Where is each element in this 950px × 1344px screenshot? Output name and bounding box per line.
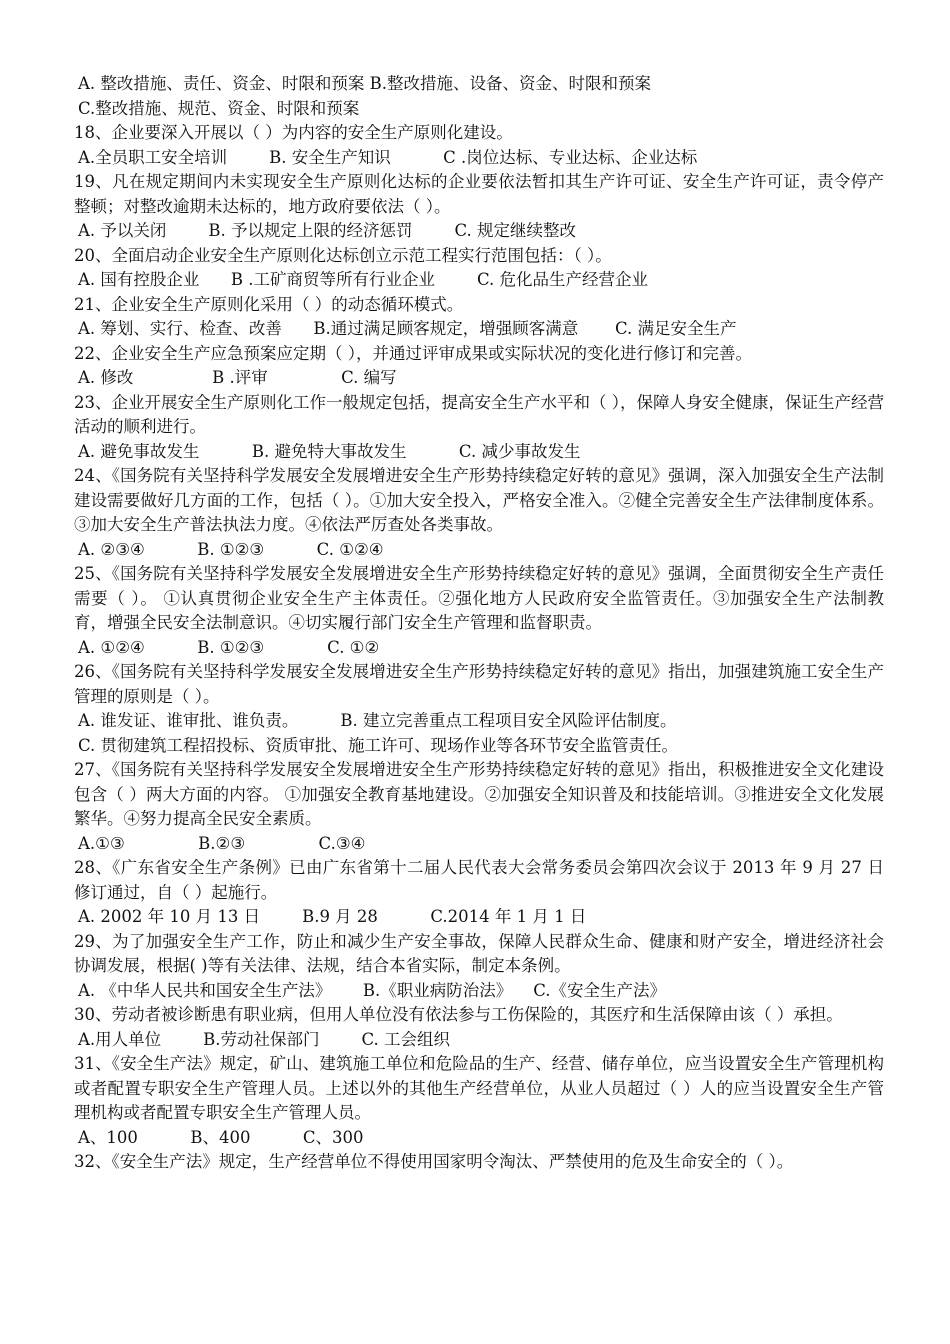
question-options: C. 贯彻建筑工程招投标、资质审批、施工许可、现场作业等各环节安全监管责任。 [78,735,679,755]
question-stem: 28、《广东省安全生产条例》已由广东省第十二届人民代表大会常务委员会第四次会议于 2013 年 9 月 27 日修订通过，自（ ）起施行。 [74,858,884,902]
question-stem: 32、《安全生产法》规定，生产经营单位不得使用国家明令淘汰、严禁使用的危及生命安全的（ ）。 [74,1152,794,1171]
question-24 [74,464,884,562]
question-25 [74,562,884,660]
question-stem: 23、企业开展安全生产原则化工作一般规定包括，提高安全生产水平和（ ），保障人身安全健康，保证生产经营活动的顺利进行。 [74,392,884,436]
question-options: A. 筹划、实行、检查、改善 B.通过满足顾客规定，增强顾客满意 C. 满足安全生产 [78,319,737,338]
question-stem: 18、企业要深入开展以（ ）为内容的安全生产原则化建设。 [74,123,513,142]
question-27 [74,758,884,856]
question-options: A. 2002 年 10 月 13 日 B.9 月 28 C.2014 年 1 月 1 日 [78,907,587,926]
question-options: A. ②③④ B. ①②③ C. ①②④ [78,539,384,559]
question-options: A. 《中华人民共和国安全生产法》 B.《职业病防治法》 C.《安全生产法》 [78,980,667,1000]
question-28 [74,856,884,930]
question-stem: 20、全面启动企业安全生产原则化达标创立示范工程实行范围包括：（ ）。 [74,245,612,265]
question-stem: 27、《国务院有关坚持科学发展安全发展增进安全生产形势持续稳定好转的意见》指出，积极推进安全文化建设包含（ ）两大方面的内容。 ①加强安全教育基地建设。②加强安全知识普及和技能培训。③推进安全文化发展繁华。④努力提高全民安全素质。 [74,760,884,828]
question-options: A、100 B、400 C、300 [78,1127,364,1147]
question-options: A.用人单位 B.劳动社保部门 C. 工会组织 [78,1029,450,1049]
question-stem: 26、《国务院有关坚持科学发展安全发展增进安全生产形势持续稳定好转的意见》指出，加强建筑施工安全生产管理的原则是（ ）。 [74,662,884,706]
question-stem: 24、《国务院有关坚持科学发展安全发展增进安全生产形势持续稳定好转的意见》强调，深入加强安全生产法制建设需要做好几方面的工作，包括（ ）。①加大安全投入，严格安全准入。②健全完善安全生产法律制度体系。③加大安全生产普法执法力度。④依法严厉查处各类事故。 [74,466,884,534]
question-options: A. 避免事故发生 B. 避免特大事故发生 C. 减少事故发生 [78,441,581,461]
question-26 [74,660,884,758]
question-options: A.全员职工安全培训 B. 安全生产知识 C .岗位达标、专业达标、企业达标 [78,147,698,167]
question-options: A. 国有控股企业 B .工矿商贸等所有行业企业 C. 危化品生产经营企业 [78,270,648,289]
question-23 [74,391,884,465]
lead-option-line: C.整改措施、规范、资金、时限和预案 [78,98,360,118]
lead-option-line: A. 整改措施、责任、资金、时限和预案 B.整改措施、设备、资金、时限和预案 [78,74,652,93]
question-20 [74,244,884,293]
question-18 [74,121,884,170]
question-19 [74,170,884,244]
question-32 [74,1150,884,1175]
question-stem: 31、《安全生产法》规定，矿山、建筑施工单位和危险品的生产、经营、储存单位，应当设置安全生产管理机构或者配置专职安全生产管理人员。上述以外的其他生产经营单位，从业人员超过（ ）人的应当设置安全生产管理机构或者配置专职安全生产管理人员。 [74,1054,884,1122]
question-options: A.①③ B.②③ C.③④ [78,833,366,853]
exam-document [74,72,884,1175]
question-22 [74,342,884,391]
question-stem: 22、企业安全生产应急预案应定期（ ），并通过评审成果或实际状况的变化进行修订和完善。 [74,343,752,363]
question-options: A. 修改 B .评审 C. 编写 [78,368,397,387]
question-options: A. 予以关闭 B. 予以规定上限的经济惩罚 C. 规定继续整改 [78,221,576,240]
question-21 [74,293,884,342]
question-30 [74,1003,884,1052]
question-stem: 21、企业安全生产原则化采用（ ）的动态循环模式。 [74,294,464,314]
question-stem: 25、《国务院有关坚持科学发展安全发展增进安全生产形势持续稳定好转的意见》强调，全面贯彻安全生产责任需要（ ）。 ①认真贯彻企业安全生产主体责任。②强化地方人民政府安全监管责任。③加强安全生产法制教育，增强全民安全法制意识。④切实履行部门安全生产管理和监督职责。 [74,564,884,632]
question-stem: 29、为了加强安全生产工作，防止和减少生产安全事故，保障人民群众生命、健康和财产安全，增进经济社会协调发展，根据( )等有关法律、法规，结合本省实际，制定本条例。 [74,931,884,975]
question-stem: 19、凡在规定期间内未实现安全生产原则化达标的企业要依法暂扣其生产许可证、安全生产许可证，责令停产整顿；对整改逾期未达标的，地方政府要依法（ ）。 [74,172,884,216]
question-options: A. ①②④ B. ①②③ C. ①② [78,637,380,657]
question-stem: 30、劳动者被诊断患有职业病，但用人单位没有依法参与工伤保险的，其医疗和生活保障由该（ ）承担。 [74,1005,843,1024]
question-31 [74,1052,884,1150]
question-options: A. 谁发证、谁审批、谁负责。 B. 建立完善重点工程项目安全风险评估制度。 [78,711,677,730]
question-29 [74,930,884,1004]
